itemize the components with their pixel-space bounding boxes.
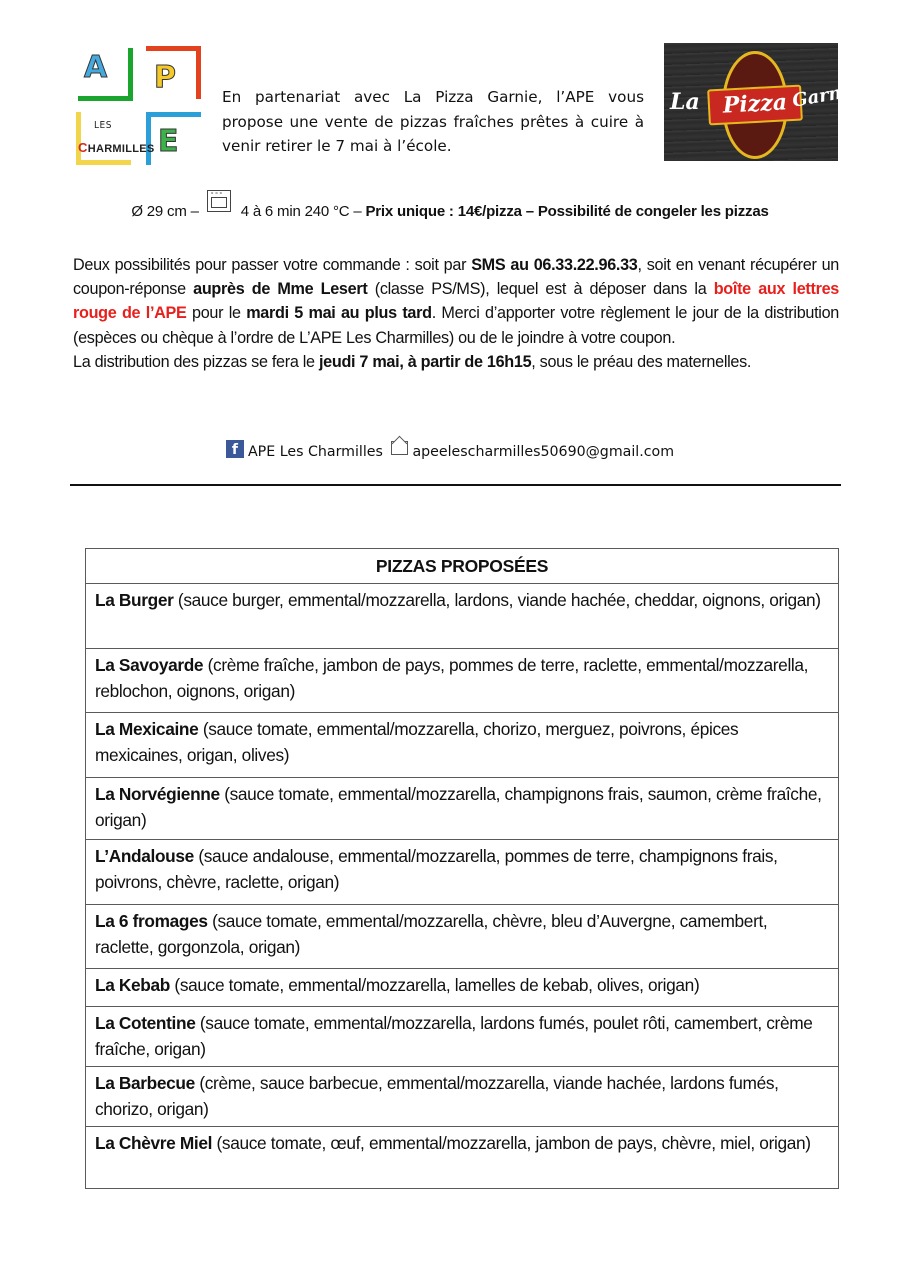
- pizza-menu-table: [85, 548, 839, 1189]
- logo-les-text: LES: [94, 120, 112, 131]
- la-pizza-garnie-logo: [664, 43, 862, 161]
- cooking-text: 4 à 6 min 240 °C –: [240, 203, 362, 220]
- pizza-ingredients: (sauce burger, emmental/mozzarella, lardons, viande hachée, cheddar, oignons, origan): [173, 590, 821, 610]
- logo-charmilles-text: [78, 140, 155, 155]
- text-segment: Deux possibilités pour passer votre commande : soit par: [73, 256, 472, 274]
- pizza-ingredients: (crème, sauce barbecue, emmental/mozzarella, viande hachée, lardons fumés, chorizo, origan): [95, 1073, 779, 1120]
- distribution-date: jeudi 7 mai, à partir de 16h15: [318, 352, 532, 371]
- table-row: [86, 649, 838, 714]
- text-segment: . Merci d’apporter votre règlement le jour de la distribution (espèces ou chèque à l’ordre de L’APE Les Charmilles) ou de le joindre à votre coupon.: [73, 304, 839, 347]
- mailbox-highlight: boîte aux lettres rouge de l’APE: [73, 280, 839, 323]
- oven-icon: [207, 190, 231, 212]
- table-row: [86, 969, 838, 1007]
- diameter-text: Ø 29 cm –: [131, 203, 199, 220]
- logo-garnie-word: Garnie: [790, 79, 862, 112]
- envelope-icon: [391, 441, 408, 455]
- table-row: [86, 1127, 838, 1188]
- order-paragraph: [73, 253, 839, 350]
- logo-letter-p: P: [154, 60, 176, 95]
- facebook-page-name[interactable]: APE Les Charmilles: [247, 444, 383, 460]
- logo-banner: [707, 85, 803, 126]
- text-segment: , sous le préau des maternelles.: [531, 352, 752, 371]
- ape-les-charmilles-logo: [74, 44, 200, 166]
- table-row: [86, 584, 838, 649]
- pizza-ingredients: (sauce tomate, emmental/mozzarella, champignons frais, saumon, crème fraîche, origan): [95, 784, 822, 831]
- intro-paragraph: En partenariat avec La Pizza Garnie, l’APE vous propose une vente de pizzas fraîches prêtes à cuire à venir retirer le 7 mai à l’école.: [222, 88, 644, 155]
- pizza-ingredients: (sauce tomate, emmental/mozzarella, lardons fumés, poulet rôti, camembert, crème fraîche, origan): [95, 1013, 813, 1060]
- pizza-name: La Kebab: [95, 975, 170, 996]
- pizza-ingredients: (sauce andalouse, emmental/mozzarella, pommes de terre, champignons frais, poivrons, chèvre, raclette, origan): [95, 846, 778, 893]
- pizza-ingredients: (crème fraîche, jambon de pays, pommes de terre, raclette, emmental/mozzarella, reblochon, oignons, origan): [95, 654, 809, 701]
- logo-letter-e: E: [158, 124, 179, 159]
- logo-charmilles-rest: HARMILLES: [87, 143, 155, 155]
- table-row: [86, 905, 838, 970]
- email-address[interactable]: apeelescharmilles50690@gmail.com: [412, 444, 675, 460]
- facebook-icon: f: [226, 440, 244, 458]
- pizza-name: La Burger: [95, 590, 174, 610]
- text-segment: (classe PS/MS), lequel est à déposer dans la: [367, 280, 714, 299]
- freeze-text: Possibilité de congeler les pizzas: [537, 203, 769, 220]
- pizza-info-line: [0, 198, 900, 223]
- table-row: [86, 713, 838, 778]
- order-instructions: [73, 253, 839, 374]
- contact-line: [0, 440, 900, 462]
- distribution-paragraph: [73, 350, 839, 374]
- table-row: [86, 778, 838, 840]
- sms-number: SMS au 06.33.22.96.33: [471, 256, 638, 274]
- text-segment: La distribution des pizzas se fera le: [73, 352, 319, 371]
- pizza-ingredients: (sauce tomate, emmental/mozzarella, chorizo, merguez, poivrons, épices mexicaines, origan, olives): [95, 719, 739, 766]
- table-row: [86, 1067, 838, 1127]
- info-separator: –: [521, 203, 538, 220]
- pizza-name: La Cotentine: [95, 1013, 196, 1034]
- pizza-name: La 6 fromages: [95, 910, 208, 931]
- teacher-name: auprès de Mme Lesert: [193, 280, 368, 299]
- text-segment: , soit en venant récupérer un coupon-réponse: [73, 256, 839, 299]
- pizza-name: La Savoyarde: [95, 654, 204, 675]
- pizza-name: La Barbecue: [95, 1073, 195, 1094]
- logo-pizza-word: Pizza: [722, 89, 788, 119]
- table-row: [86, 840, 838, 905]
- logo-letter-a: A: [84, 50, 108, 85]
- menu-title: PIZZAS PROPOSÉES: [86, 549, 838, 584]
- pizza-ingredients: (sauce tomate, œuf, emmental/mozzarella, jambon de pays, chèvre, miel, origan): [212, 1133, 811, 1154]
- pizza-name: La Norvégienne: [95, 784, 220, 805]
- pizza-name: La Chèvre Miel: [95, 1133, 213, 1154]
- text-segment: pour le: [186, 304, 247, 323]
- pizza-name: L’Andalouse: [95, 846, 194, 867]
- logo-la-word: La: [670, 89, 700, 115]
- pizza-name: La Mexicaine: [95, 719, 199, 740]
- price-text: Prix unique : 14€/pizza: [365, 203, 522, 220]
- deadline-text: mardi 5 mai au plus tard: [246, 304, 432, 323]
- pizza-ingredients: (sauce tomate, emmental/mozzarella, lamelles de kebab, olives, origan): [169, 975, 700, 996]
- horizontal-divider: [70, 484, 841, 486]
- table-row: [86, 1007, 838, 1067]
- pizza-ingredients: (sauce tomate, emmental/mozzarella, chèvre, bleu d’Auvergne, camembert, raclette, gorgonzola, origan): [95, 910, 768, 957]
- logo-charmilles-initial: C: [78, 140, 88, 155]
